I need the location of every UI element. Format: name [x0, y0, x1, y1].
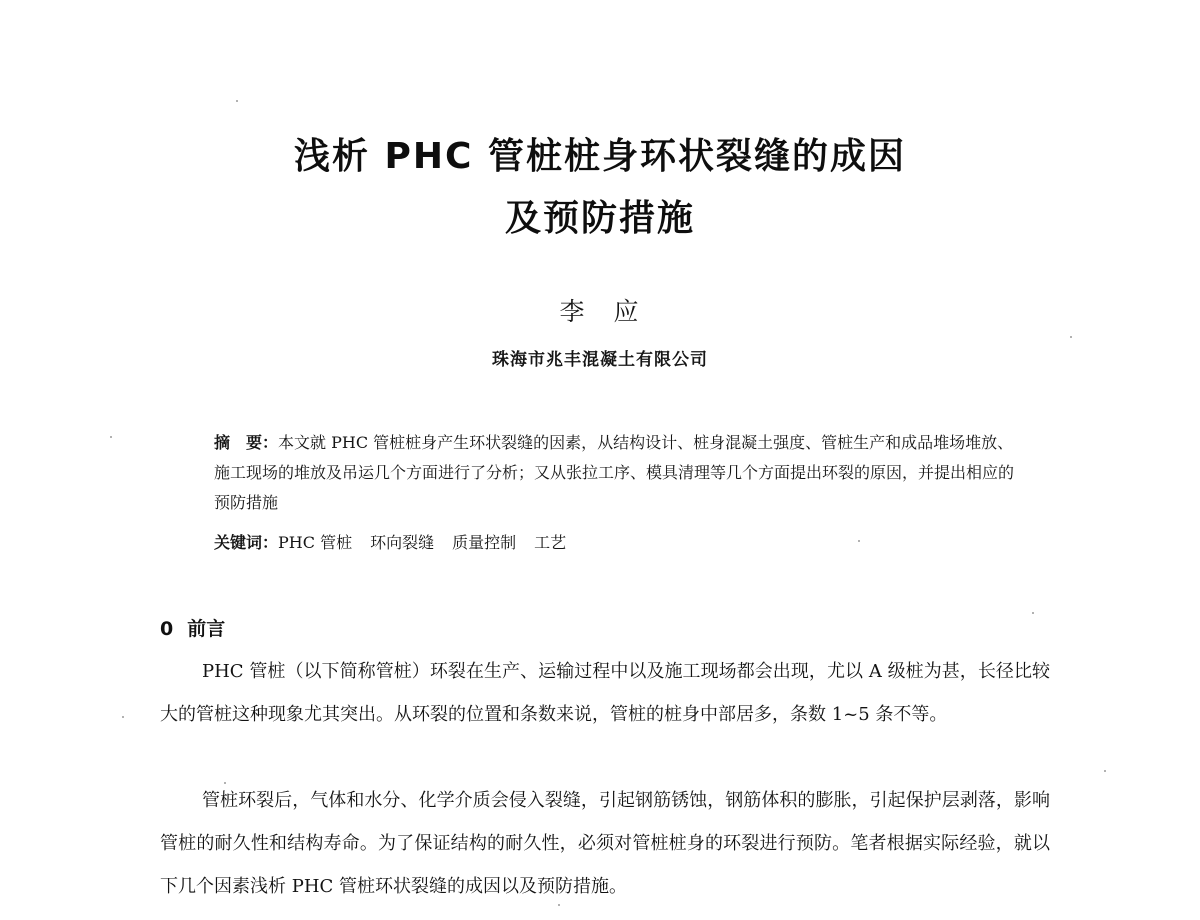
- scan-speck: [1104, 770, 1106, 772]
- author-name: 李 应: [559, 297, 641, 326]
- abstract-label: 摘 要：: [214, 433, 279, 452]
- keywords-label: 关键词：: [214, 533, 279, 552]
- keywords: [214, 528, 1014, 558]
- scan-speck: [236, 100, 238, 102]
- scan-speck: [110, 436, 112, 438]
- keyword-item: 工艺: [534, 533, 567, 552]
- scan-speck: [858, 540, 860, 542]
- body-paragraph: 管桩环裂后，气体和水分、化学介质会侵入裂缝，引起钢筋锈蚀，钢筋体积的膨胀，引起保护层剥落，影响管桩的耐久性和结构寿命。为了保证结构的耐久性，必须对管桩桩身的环裂进行预防。笔者根据实际经验，就以下几个因素浅析 PHC 管桩环状裂缝的成因以及预防措施。: [160, 790, 1050, 897]
- section-heading: [160, 614, 225, 641]
- section-number: 0: [160, 618, 174, 640]
- abstract: [214, 428, 1014, 518]
- paper-title-line-1: 浅析 PHC 管桩桩身环状裂缝的成因: [293, 136, 906, 177]
- paper-title-line-2: 及预防措施: [504, 198, 695, 239]
- section-title: 前言: [187, 618, 226, 640]
- keyword-item: 质量控制: [452, 533, 517, 552]
- scan-speck: [1032, 612, 1034, 614]
- body-paragraph: PHC 管桩（以下简称管桩）环裂在生产、运输过程中以及施工现场都会出现，尤以 A 级桩为甚，长径比较大的管桩这种现象尤其突出。从环裂的位置和条数来说，管桩的桩身中部居多，条数 1~5 条不等。: [160, 661, 1050, 725]
- scan-speck: [1070, 336, 1072, 338]
- abstract-text: 本文就 PHC 管桩桩身产生环状裂缝的因素，从结构设计、桩身混凝土强度、管桩生产和成品堆场堆放、施工现场的堆放及吊运几个方面进行了分析；又从张拉工序、模具清理等几个方面提出环裂的原因，并提出相应的预防措施: [214, 433, 1015, 512]
- keyword-item: 环向裂缝: [370, 533, 435, 552]
- keyword-item: PHC 管桩: [278, 533, 353, 552]
- scan-speck: [122, 716, 124, 718]
- author-affiliation: 珠海市兆丰混凝土有限公司: [492, 350, 708, 370]
- scan-speck: [224, 782, 226, 784]
- scan-speck: [558, 904, 560, 906]
